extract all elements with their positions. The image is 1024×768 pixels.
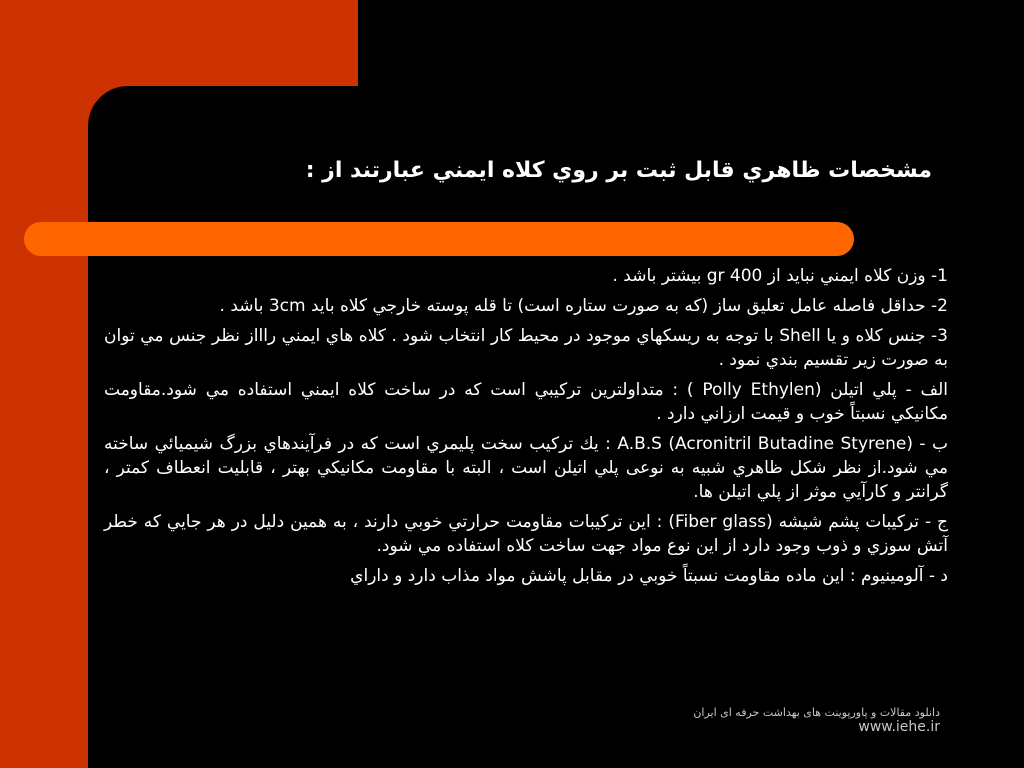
item-weight: 1- وزن كلاه ايمني نبايد از 400 gr بيشتر باشد .	[612, 266, 948, 286]
watermark	[690, 706, 940, 734]
item-clearance: 2- حداقل فاصله عامل تعليق ساز (كه به صورت ستاره است) تا قله پوسته خارجي كلاه بايد 3cm باشد .	[219, 296, 948, 316]
item-polyethylene: الف - پلي اتيلن (Polly Ethylen ) : متداولترين تركيبي است كه در ساخت كلاه ايمني استفاده مي شود.مقاومت مكانيكي نسبتاً خوب و قيمت ارزاني دارد .	[104, 380, 948, 424]
item-abs: ب - A.B.S (Acronitril Butadine Styrene) : يك تركيب سخت پليمري است كه در فرآيندهاي بزرگ شيميائي ساخته مي شود.از نظر شكل ظاهري شبيه به نوعی پلي اتيلن است ، البته با مقاومت مكانيكي بهتر ، قابليت انعطاف كمتر ، گرانتر و كارآيي موثر از پلي اتيلن ها.	[104, 434, 949, 502]
watermark-text: دانلود مقالات و پاورپوینت های بهداشت حرفه ای ایران	[693, 706, 940, 719]
title-underline-bar	[24, 222, 854, 256]
item-shell-material: 3- جنس كلاه و يا Shell با توجه به ريسكهاي موجود در محيط كار انتخاب شود . كلاه هاي ايمني راااز نظر جنس مي توان به صورت زير تقسيم بندي نمود .	[104, 326, 948, 370]
slide-body	[104, 264, 948, 594]
watermark-url[interactable]: www.iehe.ir	[858, 719, 940, 735]
item-fiber-glass: ج - تركيبات پشم شيشه (Fiber glass) : اين تركيبات مقاومت حرارتي خوبي دارند ، به همين دليل در هر جايي كه خطر آتش سوزي و ذوب وجود دارد از اين نوع مواد جهت ساخت كلاه استفاده مي شود.	[104, 512, 948, 556]
item-aluminium: د - آلومينيوم : اين ماده مقاومت نسبتاً خوبي در مقابل پاشش مواد مذاب دارد و داراي	[350, 566, 948, 586]
slide-title: مشخصات ظاهري قابل ثبت بر روي كلاه ايمني عبارتند از :	[305, 158, 932, 183]
